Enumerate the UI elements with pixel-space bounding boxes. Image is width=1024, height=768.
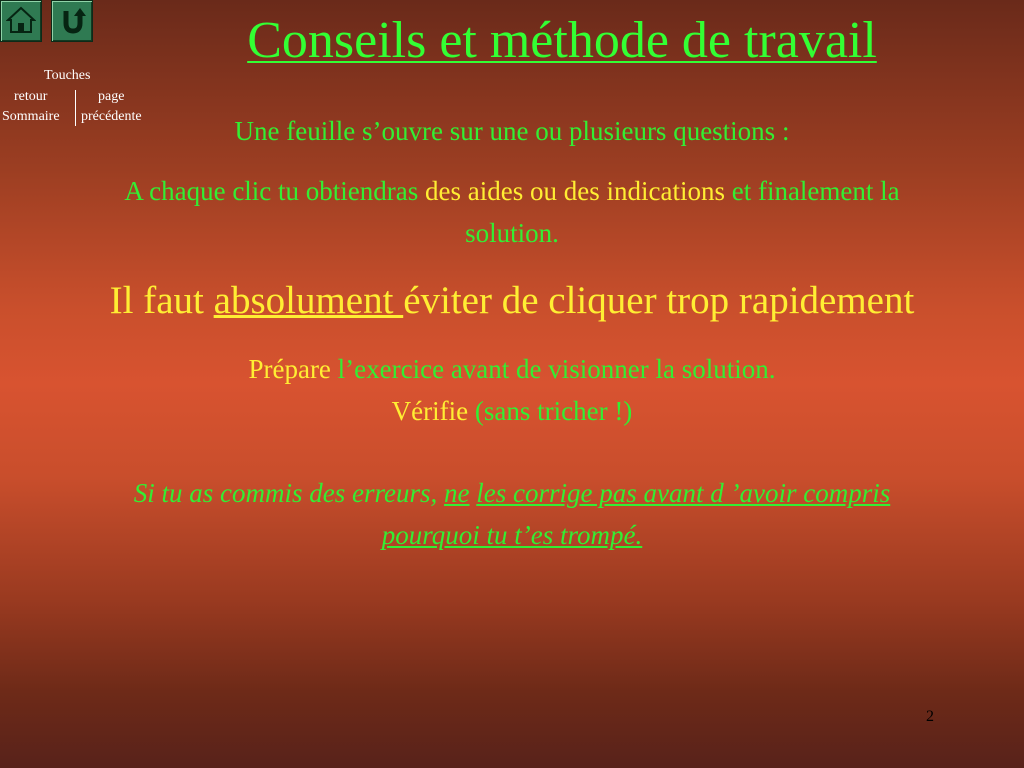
back-button[interactable] [51, 0, 93, 42]
hint-right-line2: précédente [81, 109, 142, 124]
home-button[interactable] [0, 0, 42, 42]
prepare-text [0, 352, 1024, 386]
hint-right-line1: page [98, 89, 125, 104]
hint-left-line1: retour [14, 89, 48, 104]
err-part1: Si tu as commis des erreurs, [133, 478, 445, 508]
verif-part2: (sans tricher !) [474, 396, 633, 426]
intro-text: Une feuille s’ouvre sur une ou plusieurs questions : [234, 116, 790, 146]
clic-part3: et finalement la [724, 176, 900, 206]
warn-part2: absolument [213, 279, 404, 322]
errors-text-line2: pourquoi tu t’es trompé. [381, 520, 643, 550]
err-part4: les corrige pas avant d ’avoir compris [476, 478, 891, 508]
hint-title: Touches [44, 68, 91, 83]
clic-text-line1 [0, 174, 1024, 208]
home-icon [6, 5, 36, 35]
prep-part1: Prépare [248, 354, 338, 384]
err-part2: ne [444, 478, 470, 508]
prep-part2: l’exercice avant de visionner la solution. [337, 354, 776, 384]
verify-text [0, 394, 1024, 428]
clic-text-line2: solution. [465, 218, 559, 248]
slide-title: Conseils et méthode de travail [247, 12, 877, 69]
warn-part3: éviter de cliquer trop rapidement [403, 279, 915, 322]
page-number: 2 [926, 708, 934, 725]
warning-text [0, 278, 1024, 324]
errors-text-line1 [0, 476, 1024, 510]
u-turn-back-icon [57, 5, 87, 35]
clic-part2: des aides ou des indications [425, 176, 725, 206]
warn-part1: Il faut [109, 279, 214, 322]
verif-part1: Vérifie [391, 396, 475, 426]
clic-part1: A chaque clic tu obtiendras [124, 176, 426, 206]
hint-left-line2: Sommaire [2, 109, 60, 124]
